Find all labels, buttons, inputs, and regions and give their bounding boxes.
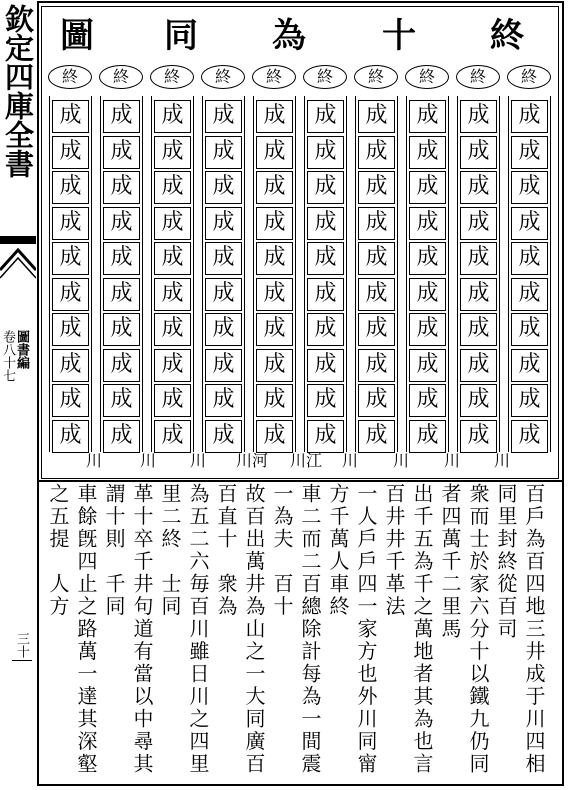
- grid-column: [97, 62, 146, 457]
- grid-cell: 成: [460, 384, 497, 417]
- river-label: 川: [444, 451, 461, 470]
- grid-cell: 成: [205, 242, 242, 275]
- grid-cell: 成: [103, 207, 140, 240]
- grid-cell: 成: [103, 313, 140, 346]
- grid-cell: 成: [103, 100, 140, 133]
- grid-cell: 成: [154, 242, 191, 275]
- grid-cell: 成: [307, 278, 344, 311]
- text-line: 百戶為百四地三井成于川四相同里封終從百司: [494, 483, 546, 776]
- text-line: 故百出萬井為山之一大同廣百百直十 衆為: [214, 483, 266, 776]
- grid-cell: 成: [358, 278, 395, 311]
- river-label: 川江: [290, 451, 323, 470]
- grid-cell: 成: [103, 384, 140, 417]
- grid-cell: 成: [154, 313, 191, 346]
- grid-cell: 成: [205, 100, 242, 133]
- oval-label: 終: [456, 65, 500, 89]
- grid-cell: 成: [307, 171, 344, 204]
- grid-cell: 成: [52, 171, 89, 204]
- grid-cell: 成: [205, 420, 242, 453]
- page-margin: [0, 0, 36, 790]
- grid-cell: 成: [358, 207, 395, 240]
- river-label: 川: [494, 451, 511, 470]
- grid-cell: 成: [52, 278, 89, 311]
- book-name-label: 圖書編: [14, 330, 29, 369]
- grid-cell: 成: [154, 136, 191, 169]
- text-line: 車餘旣四止之路萬一達其深壑之五提 人方: [46, 483, 98, 776]
- river-label: 川河: [236, 451, 269, 470]
- grid-cell: 成: [460, 207, 497, 240]
- grid-cell: 成: [460, 278, 497, 311]
- grid-cell: 成: [409, 242, 446, 275]
- oval-label: 終: [303, 65, 347, 89]
- river-label: 川: [342, 451, 359, 470]
- grid-column: [352, 62, 401, 457]
- grid-cell: 成: [205, 313, 242, 346]
- grid-cell: 成: [409, 278, 446, 311]
- grid-cell: 成: [103, 242, 140, 275]
- grid-cell: 成: [52, 136, 89, 169]
- grid-column: [454, 62, 503, 457]
- text-line: 革十卒千井句道有當以中尋其謂十則 千同: [102, 483, 154, 776]
- grid-cell: 成: [205, 136, 242, 169]
- page-number: 三十: [14, 632, 29, 658]
- grid-cell: 成: [256, 171, 293, 204]
- grid-cell: 成: [409, 313, 446, 346]
- grid-cell: 成: [307, 420, 344, 453]
- grid-cell: 成: [307, 136, 344, 169]
- grid-cell: 成: [511, 278, 548, 311]
- river-label: 川: [140, 451, 157, 470]
- oval-label: 終: [354, 65, 398, 89]
- oval-label: 終: [507, 65, 551, 89]
- collection-title: 欽定四庫全書: [1, 4, 35, 178]
- grid-cell: 成: [103, 136, 140, 169]
- grid-cell: 成: [256, 420, 293, 453]
- grid-cell: 成: [256, 278, 293, 311]
- grid-cell: 成: [52, 242, 89, 275]
- page-number-rule: [12, 660, 32, 661]
- grid-cell: 成: [460, 171, 497, 204]
- grid-column: [199, 62, 248, 457]
- grid-cell: 成: [256, 349, 293, 382]
- grid-column: [505, 62, 554, 457]
- grid-cell: 成: [511, 349, 548, 382]
- grid-cell: 成: [256, 384, 293, 417]
- grid-cell: 成: [511, 171, 548, 204]
- body-text: [42, 483, 558, 783]
- title-char: 十: [382, 16, 416, 56]
- text-line: 車二而二百總除計每為一間震一為夫 百十: [270, 483, 322, 776]
- grid-cell: 成: [52, 100, 89, 133]
- grid-cell: 成: [409, 136, 446, 169]
- grid-cell: 成: [460, 349, 497, 382]
- fish-tail-mark-icon: [0, 236, 36, 306]
- grid-cell: 成: [256, 313, 293, 346]
- grid-cell: 成: [460, 313, 497, 346]
- grid-cell: 成: [205, 207, 242, 240]
- chapter-label: 卷八十七: [0, 330, 15, 382]
- text-line: 為五二六毎百川雖日川之四里里二終 士同: [158, 483, 210, 776]
- grid-cell: 成: [52, 349, 89, 382]
- grid-cell: 成: [409, 100, 446, 133]
- grid-cell: 成: [358, 420, 395, 453]
- grid-cell: 成: [511, 100, 548, 133]
- grid-cell: 成: [154, 420, 191, 453]
- section-divider: [37, 480, 564, 482]
- grid-cell: 成: [358, 313, 395, 346]
- grid-cell: 成: [358, 171, 395, 204]
- river-label: 川: [393, 451, 410, 470]
- grid-cell: 成: [307, 384, 344, 417]
- grid-cell: 成: [103, 278, 140, 311]
- grid-cell: 成: [307, 313, 344, 346]
- grid-cell: 成: [154, 278, 191, 311]
- grid-cell: 成: [511, 420, 548, 453]
- grid-cell: 成: [256, 242, 293, 275]
- grid-cell: 成: [511, 384, 548, 417]
- grid-cell: 成: [358, 100, 395, 133]
- grid-cell: 成: [154, 384, 191, 417]
- title-char: 同: [164, 16, 198, 56]
- grid-column: [46, 62, 95, 457]
- oval-label: 終: [150, 65, 194, 89]
- grid-column: [148, 62, 197, 457]
- grid-cell: 成: [409, 207, 446, 240]
- grid-cell: 成: [511, 313, 548, 346]
- grid-cell: 成: [52, 313, 89, 346]
- oval-label: 終: [48, 65, 92, 89]
- text-line: 出千五為千之萬地者其為也言百井井千革法: [382, 483, 434, 776]
- grid-cell: 成: [460, 136, 497, 169]
- grid-cell: 成: [307, 100, 344, 133]
- grid-cell: 成: [52, 420, 89, 453]
- grid-cell: 成: [154, 100, 191, 133]
- grid-cell: 成: [154, 171, 191, 204]
- grid-cell: 成: [154, 349, 191, 382]
- grid-cell: 成: [256, 207, 293, 240]
- grid-cell: 成: [358, 136, 395, 169]
- grid-cell: 成: [358, 242, 395, 275]
- grid-column: [250, 62, 299, 457]
- grid-cell: 成: [52, 207, 89, 240]
- text-line: 衆而士於家六分十以鐵九仍同者四萬千二里馬: [438, 483, 490, 776]
- grid-cell: 成: [409, 420, 446, 453]
- grid-cell: 成: [307, 207, 344, 240]
- grid-cell: 成: [460, 242, 497, 275]
- grid-cell: 成: [511, 207, 548, 240]
- grid-cell: 成: [409, 349, 446, 382]
- grid-cell: 成: [409, 384, 446, 417]
- grid-cell: 成: [205, 349, 242, 382]
- grid-cell: 成: [460, 100, 497, 133]
- oval-label: 終: [99, 65, 143, 89]
- grid-cell: 成: [358, 384, 395, 417]
- title-char: 圖: [60, 16, 94, 56]
- grid-cell: 成: [409, 171, 446, 204]
- oval-label: 終: [405, 65, 449, 89]
- text-line: 一人戶戶四一家方也外川同甯方千萬人車終: [326, 483, 378, 776]
- grid-cell: 成: [307, 242, 344, 275]
- grid-cell: 成: [103, 420, 140, 453]
- grid-cell: 成: [358, 349, 395, 382]
- grid-cell: 成: [205, 278, 242, 311]
- grid-cell: 成: [511, 242, 548, 275]
- grid-cell: 成: [103, 349, 140, 382]
- land-division-grid: [46, 62, 556, 457]
- oval-label: 終: [252, 65, 296, 89]
- grid-cell: 成: [256, 136, 293, 169]
- title-char: 終: [490, 16, 524, 56]
- diagram-title: [50, 14, 550, 60]
- oval-label: 終: [201, 65, 245, 89]
- grid-column: [403, 62, 452, 457]
- grid-cell: 成: [256, 100, 293, 133]
- grid-cell: 成: [103, 171, 140, 204]
- grid-cell: 成: [511, 136, 548, 169]
- title-char: 為: [272, 16, 306, 56]
- river-label: 川: [86, 451, 103, 470]
- grid-cell: 成: [460, 420, 497, 453]
- grid-cell: 成: [154, 207, 191, 240]
- river-label: 川: [190, 451, 207, 470]
- grid-cell: 成: [52, 384, 89, 417]
- grid-cell: 成: [205, 384, 242, 417]
- grid-cell: 成: [307, 349, 344, 382]
- grid-cell: 成: [205, 171, 242, 204]
- grid-column: [301, 62, 350, 457]
